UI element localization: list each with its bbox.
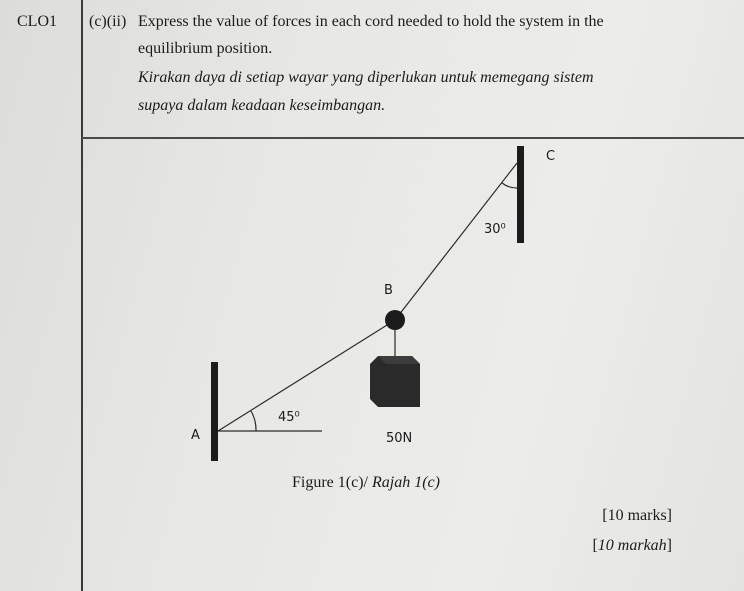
question-text-malay-line2: supaya dalam keadaan keseimbangan. [138, 97, 386, 114]
figure-caption-malay: Rajah 1(c) [371, 474, 440, 491]
angle-label-a: 45⁰ [278, 410, 300, 425]
question-text-english-line1: Express the value of forces in each cord needed to hold the system in the [138, 13, 604, 30]
marks-malay-text: 10 markah [597, 537, 667, 554]
marks-malay-open-bracket: [ [592, 537, 598, 554]
marks-malay [592, 537, 672, 555]
marks-english: [10 marks] [602, 507, 672, 524]
question-text-english-line2: equilibrium position. [138, 40, 273, 57]
cord-bc [395, 163, 517, 320]
right-wall [517, 146, 524, 243]
figure-caption [292, 474, 440, 492]
question-text-malay-line1: Kirakan daya di setiap wayar yang diperlukan untuk memegang sistem [138, 69, 594, 86]
angle-arc-a [251, 411, 256, 431]
label-b: B [384, 283, 393, 298]
knot-b [385, 310, 405, 330]
question-number: (c)(ii) [89, 13, 127, 30]
weight-label: 50N [386, 431, 413, 446]
angle-label-c: 30⁰ [484, 222, 506, 237]
left-wall [211, 362, 218, 461]
angle-arc-c [502, 183, 517, 188]
label-c: C [546, 149, 556, 164]
clo-label: CLO1 [17, 13, 57, 30]
figure-caption-english: Figure 1(c)/ [292, 474, 368, 491]
marks-malay-close-bracket: ] [666, 537, 672, 554]
label-a: A [191, 428, 200, 443]
cord-ab [218, 320, 395, 431]
